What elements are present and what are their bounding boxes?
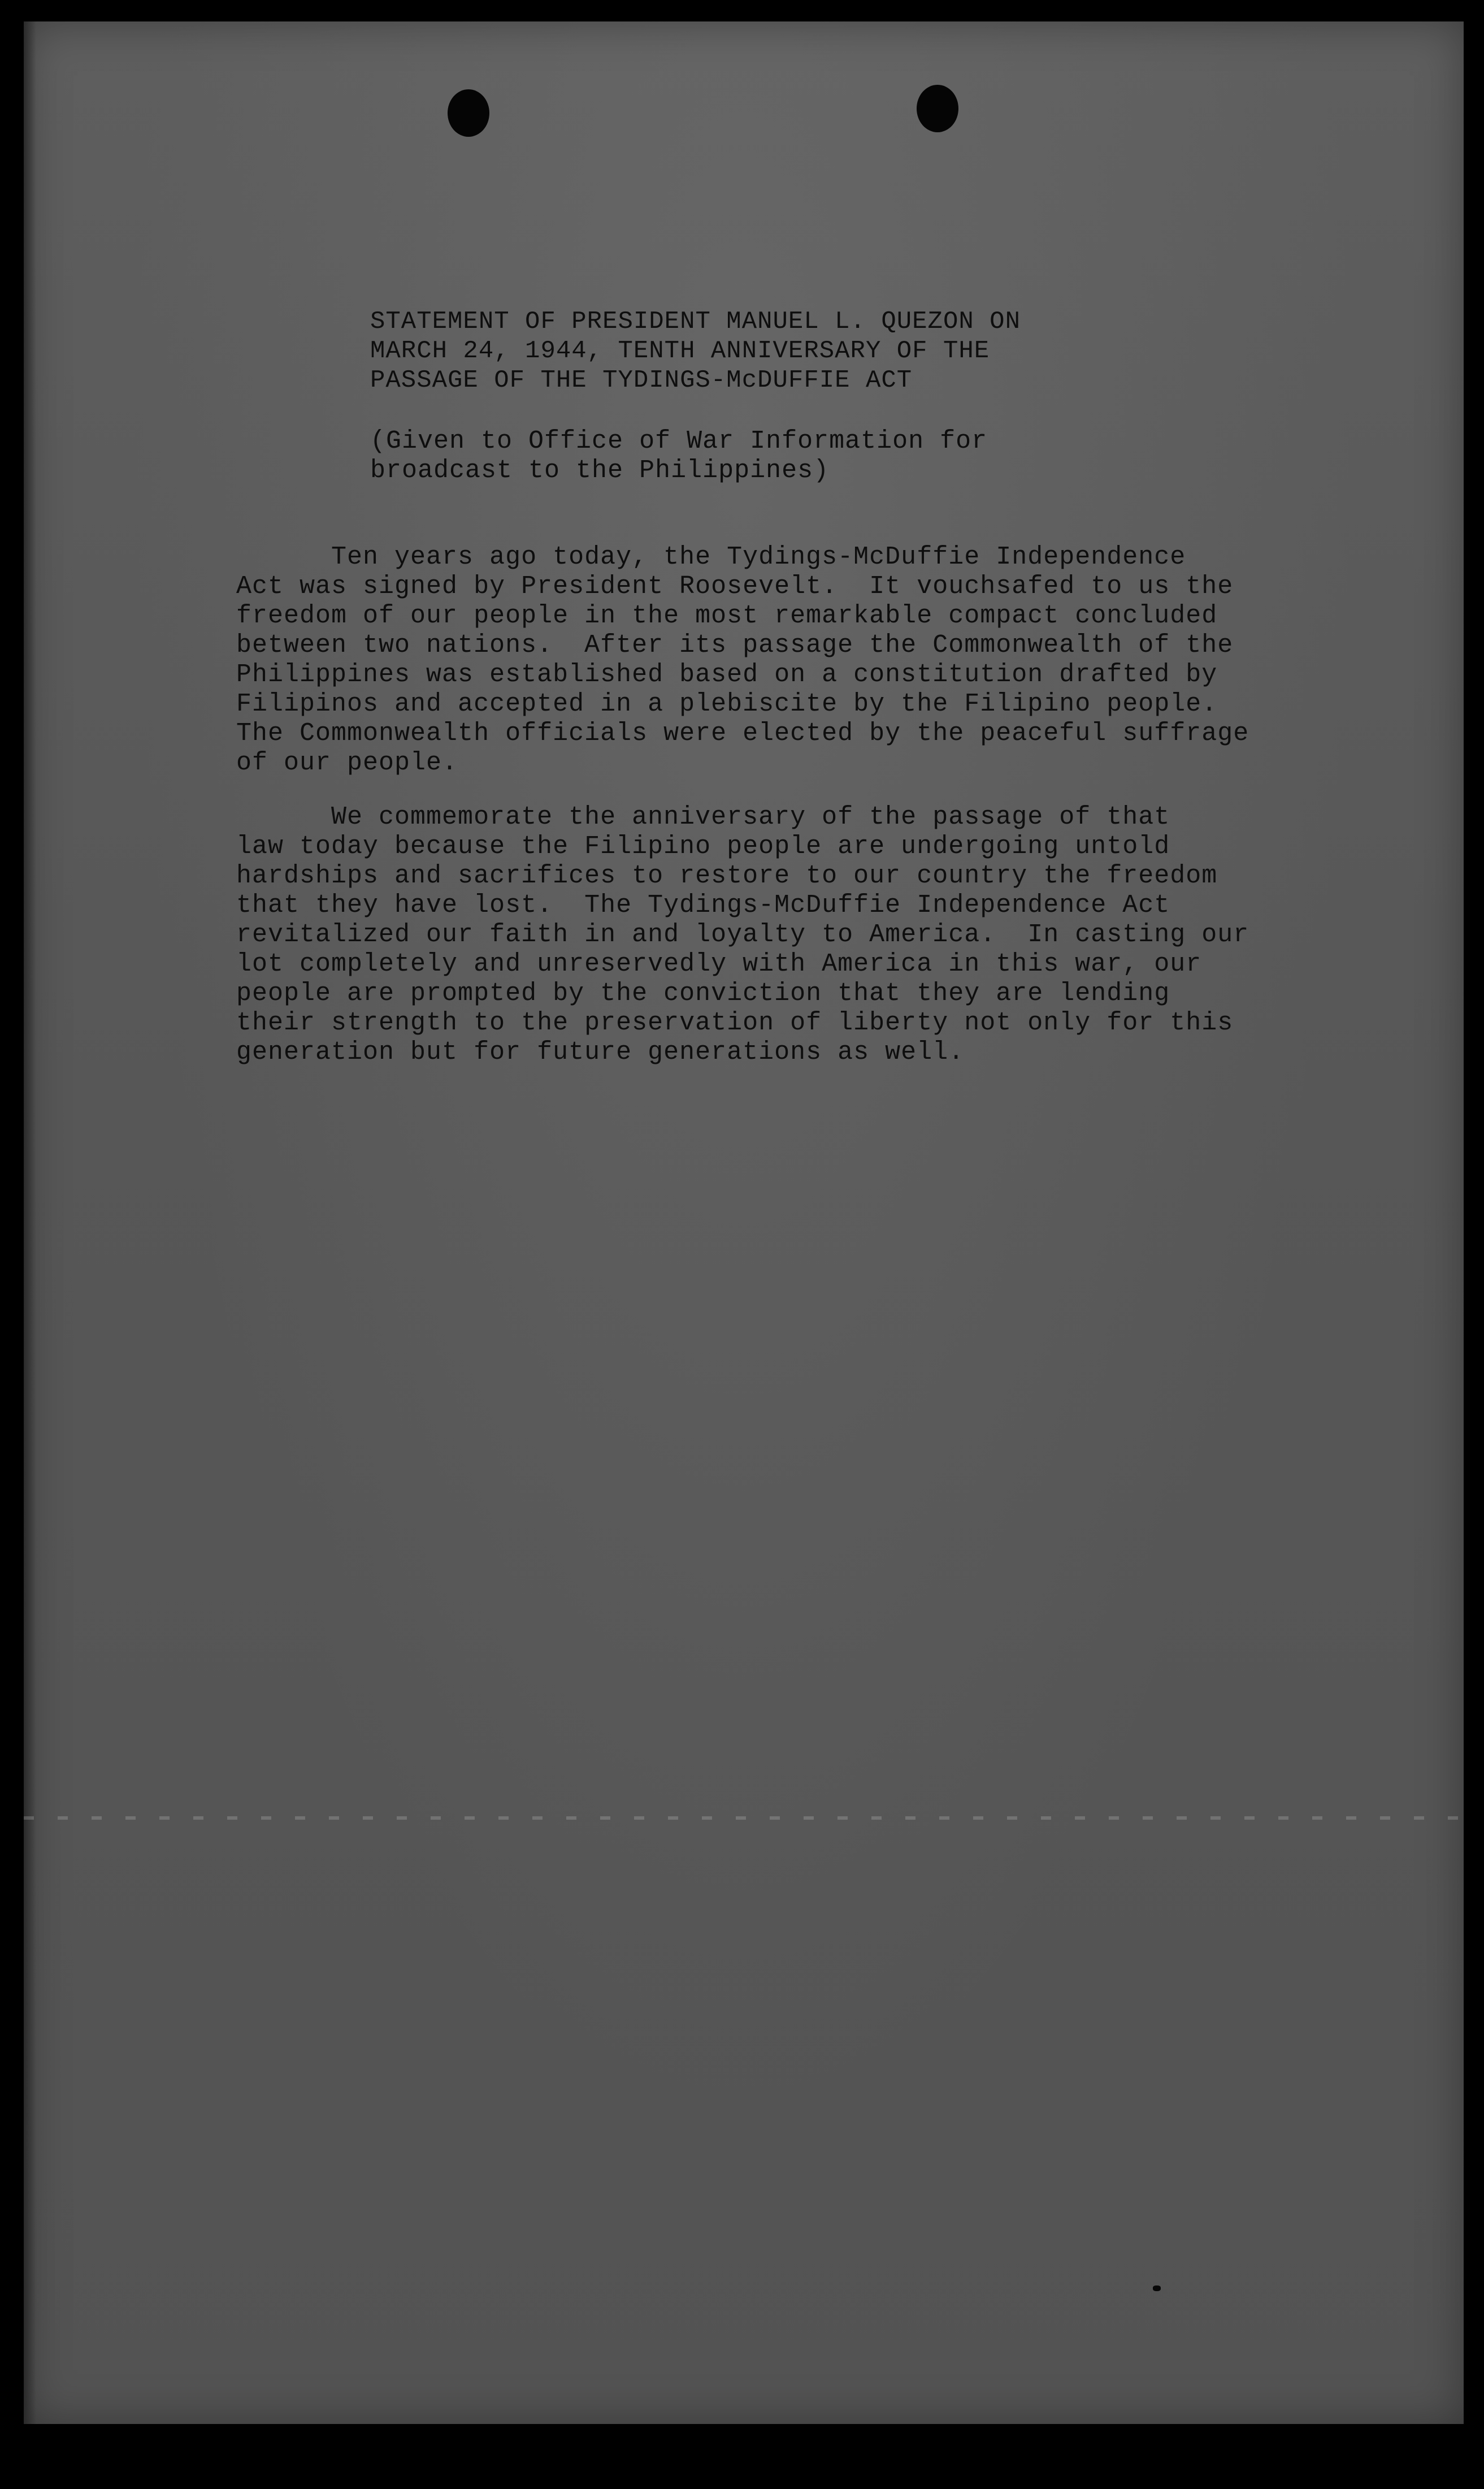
document-subtitle [370,427,987,486]
fold-crease [24,1816,1464,1820]
title-line: MARCH 24, 1944, TENTH ANNIVERSARY OF THE [370,337,990,365]
punch-hole-right [917,85,958,132]
paragraph-line: between two nations. After its passage the Commonwealth of the [236,631,1234,660]
paragraph-line: law today because the Filipino people are undergoing untold [236,832,1170,861]
paragraph-line: Ten years ago today, the Tydings-McDuffie Independence [236,543,1186,572]
subtitle-line: broadcast to the Philippines) [370,456,830,485]
paragraph-line: people are prompted by the conviction that they are lending [236,979,1170,1008]
paragraph-line: We commemorate the anniversary of the passage of that [236,803,1170,832]
ink-speck [1153,2285,1161,2291]
paragraph-line: The Commonwealth officials were elected by the peaceful suffrage [236,719,1249,748]
paragraph-2 [236,803,1249,1067]
paragraph-line: revitalized our faith in and loyalty to America. In casting our [236,920,1249,949]
paragraph-line: Filipinos and accepted in a plebiscite by the Filipino people. [236,690,1218,718]
paragraph-line: Philippines was established based on a constitution drafted by [236,660,1218,689]
subtitle-line: (Given to Office of War Information for [370,427,988,456]
document-title [370,307,1021,395]
punch-hole-left [448,89,489,137]
paragraph-line: their strength to the preservation of liberty not only for this [236,1008,1234,1037]
title-line: PASSAGE OF THE TYDINGS-McDUFFIE ACT [370,366,913,395]
paragraph-line: Act was signed by President Roosevelt. It vouchsafed to us the [236,572,1234,601]
paragraph-line: freedom of our people in the most remarkable compact concluded [236,601,1218,630]
paragraph-line: generation but for future generations as well. [236,1038,965,1067]
paragraph-line: of our people. [236,748,458,777]
title-line: STATEMENT OF PRESIDENT MANUEL L. QUEZON ON [370,308,1021,336]
paragraph-line: hardships and sacrifices to restore to our country the freedom [236,862,1218,890]
paragraph-1 [236,543,1249,778]
page-edge-shadow [24,21,36,2424]
paragraph-line: that they have lost. The Tydings-McDuffie Independence Act [236,891,1170,920]
paragraph-line: lot completely and unreservedly with America in this war, our [236,950,1202,979]
